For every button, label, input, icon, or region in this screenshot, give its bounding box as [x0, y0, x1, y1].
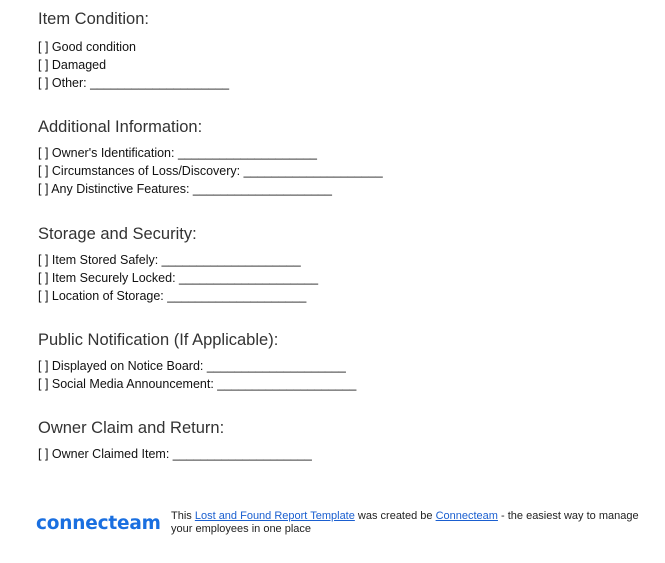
- credit-text-part: - the easiest way to manage your employees in one place: [171, 510, 639, 535]
- section-title: Additional Information:: [38, 118, 203, 136]
- credit-text-part: was created be: [354, 510, 436, 522]
- checklist-item[interactable]: [ ] Displayed on Notice Board: ____________________: [38, 359, 346, 373]
- checklist-item[interactable]: [ ] Good condition: [38, 40, 136, 54]
- connecteam-link[interactable]: Connecteam: [435, 510, 498, 522]
- connecteam-logo: connecteam: [36, 513, 161, 534]
- checklist-item[interactable]: [ ] Any Distinctive Features: ____________________: [38, 182, 332, 196]
- footer: [0, 506, 665, 546]
- checklist-item[interactable]: [ ] Circumstances of Loss/Discovery: ____________________: [38, 164, 383, 178]
- section-title: Public Notification (If Applicable):: [38, 331, 279, 349]
- checklist-item[interactable]: [ ] Location of Storage: ____________________: [38, 289, 307, 303]
- credit-text: [171, 510, 641, 536]
- section-item-condition: [38, 9, 229, 92]
- checklist-item[interactable]: [ ] Owner Claimed Item: ____________________: [38, 447, 312, 461]
- section-title: Owner Claim and Return:: [38, 419, 225, 437]
- section-public-notification: [38, 330, 356, 393]
- checklist-item[interactable]: [ ] Damaged: [38, 58, 107, 72]
- section-title: Item Condition:: [38, 10, 149, 28]
- credit-text-part: This: [171, 510, 195, 522]
- checklist-item[interactable]: [ ] Item Securely Locked: ____________________: [38, 271, 319, 285]
- checklist-item[interactable]: [ ] Owner's Identification: ____________________: [38, 146, 317, 160]
- section-storage-security: [38, 224, 318, 305]
- checklist-item[interactable]: [ ] Other: ____________________: [38, 76, 230, 90]
- section-title: Storage and Security:: [38, 225, 197, 243]
- template-link[interactable]: Lost and Found Report Template: [194, 510, 355, 522]
- section-additional-information: [38, 117, 383, 198]
- checklist-item[interactable]: [ ] Item Stored Safely: ____________________: [38, 253, 301, 267]
- checklist-item[interactable]: [ ] Social Media Announcement: ____________________: [38, 377, 357, 391]
- section-owner-claim: [38, 418, 312, 463]
